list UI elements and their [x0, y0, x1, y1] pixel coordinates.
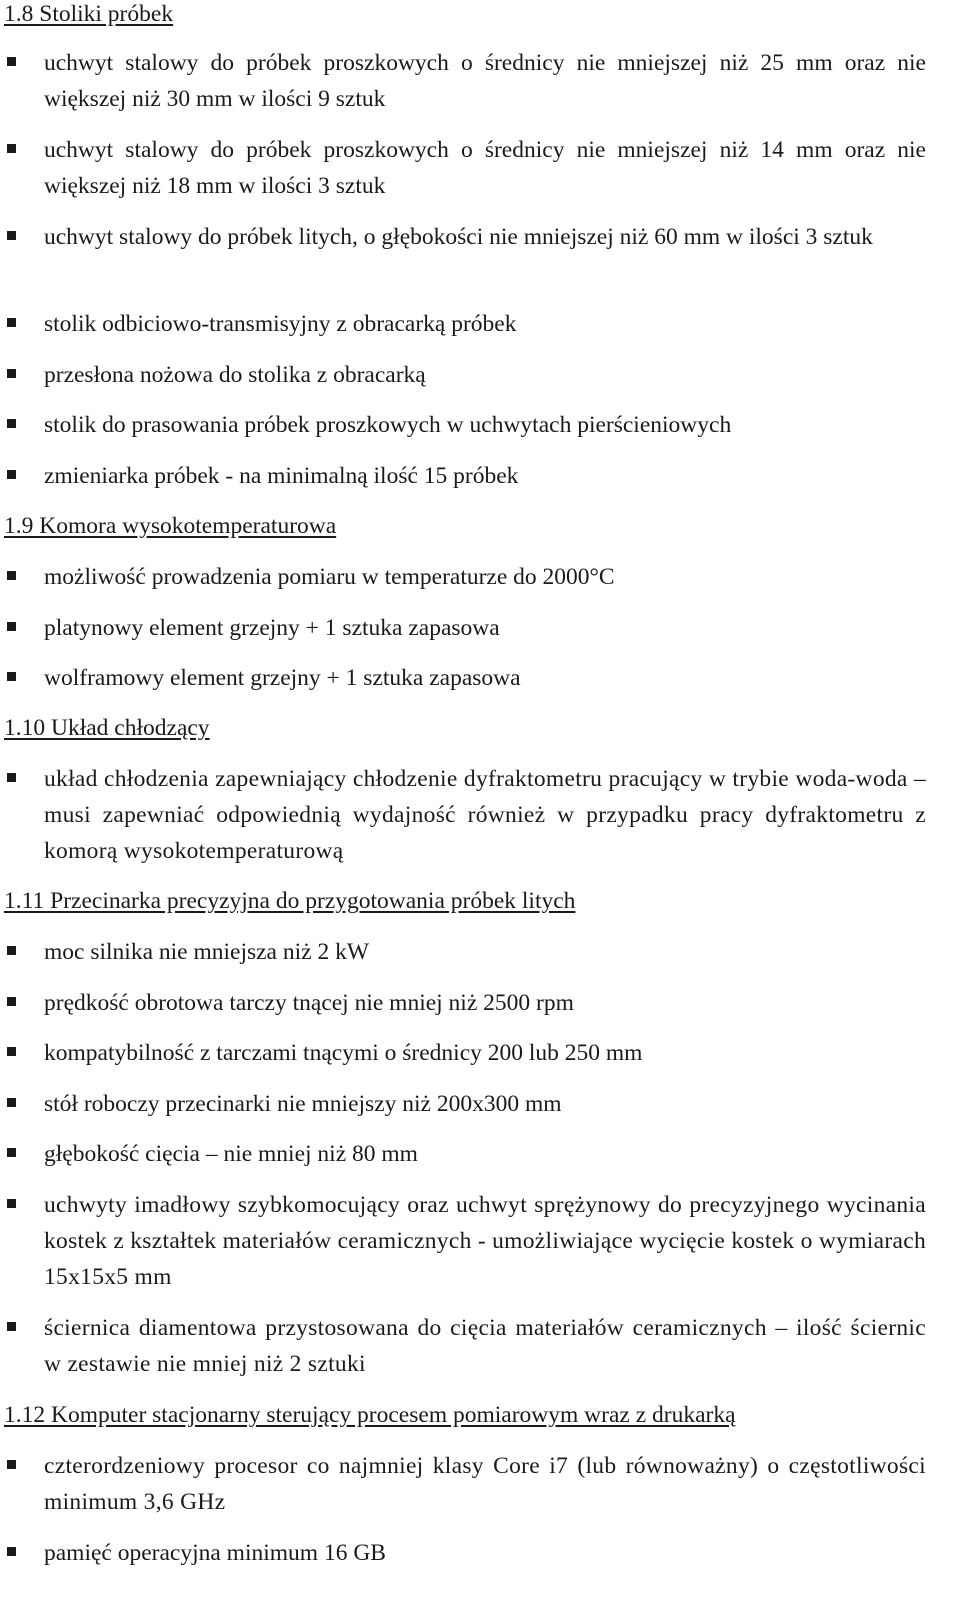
list-item: ściernica diamentowa przystosowana do cięcia materiałów ceramicznych – ilość ściernic w zestawie nie mniej niż 2 sztuki	[44, 1310, 926, 1382]
section-heading-1-11: 1.11 Przecinarka precyzyjna do przygotowania próbek litych	[4, 888, 576, 914]
list-item: stolik odbiciowo-transmisyjny z obracarką próbek	[44, 306, 926, 342]
list-item: czterordzeniowy procesor co najmniej klasy Core i7 (lub równoważny) o częstotliwości minimum 3,6 GHz	[44, 1448, 926, 1520]
square-bullet-icon	[7, 1098, 16, 1107]
square-bullet-icon	[7, 144, 16, 153]
list-item: stolik do prasowania próbek proszkowych w uchwytach pierścieniowych	[44, 407, 926, 443]
list-item: wolframowy element grzejny + 1 sztuka zapasowa	[44, 660, 926, 696]
list-item: układ chłodzenia zapewniający chłodzenie dyfraktometru pracujący w trybie woda-woda – musi zapewniać odpowiednią wydajność również w przypadku pracy dyfraktometru z komorą wysokotemperaturową	[44, 761, 926, 869]
square-bullet-icon	[7, 946, 16, 955]
square-bullet-icon	[7, 1547, 16, 1556]
list-item: przesłona nożowa do stolika z obracarką	[44, 357, 926, 393]
square-bullet-icon	[7, 773, 16, 782]
list-item: głębokość cięcia – nie mniej niż 80 mm	[44, 1136, 926, 1172]
square-bullet-icon	[7, 419, 16, 428]
square-bullet-icon	[7, 672, 16, 681]
list-item: uchwyt stalowy do próbek proszkowych o średnicy nie mniejszej niż 14 mm oraz nie większej niż 18 mm w ilości 3 sztuk	[44, 132, 926, 204]
section-heading-1-12: 1.12 Komputer stacjonarny sterujący procesem pomiarowym wraz z drukarką	[4, 1402, 736, 1428]
square-bullet-icon	[7, 318, 16, 327]
list-item: możliwość prowadzenia pomiaru w temperaturze do 2000°C	[44, 559, 926, 595]
square-bullet-icon	[7, 231, 16, 240]
square-bullet-icon	[7, 622, 16, 631]
section-heading-1-10: 1.10 Układ chłodzący	[4, 715, 210, 741]
list-item: uchwyty imadłowy szybkomocujący oraz uchwyt sprężynowy do precyzyjnego wycinania kostek z kształtek materiałów ceramicznych - umożliwiające wycięcie kostek o wymiarach 15x15x5 mm	[44, 1187, 926, 1295]
square-bullet-icon	[7, 1460, 16, 1469]
square-bullet-icon	[7, 57, 16, 66]
square-bullet-icon	[7, 997, 16, 1006]
square-bullet-icon	[7, 369, 16, 378]
list-item: kompatybilność z tarczami tnącymi o średnicy 200 lub 250 mm	[44, 1035, 926, 1071]
list-item: uchwyt stalowy do próbek proszkowych o średnicy nie mniejszej niż 25 mm oraz nie większej niż 30 mm w ilości 9 sztuk	[44, 45, 926, 117]
square-bullet-icon	[7, 1322, 16, 1331]
list-item: zmieniarka próbek - na minimalną ilość 15 próbek	[44, 458, 926, 494]
square-bullet-icon	[7, 470, 16, 479]
list-item: stół roboczy przecinarki nie mniejszy niż 200x300 mm	[44, 1086, 926, 1122]
section-heading-1-8: 1.8 Stoliki próbek	[4, 1, 174, 27]
square-bullet-icon	[7, 571, 16, 580]
list-item: prędkość obrotowa tarczy tnącej nie mniej niż 2500 rpm	[44, 985, 926, 1021]
list-item: uchwyt stalowy do próbek litych, o głębokości nie mniejszej niż 60 mm w ilości 3 sztuk	[44, 219, 926, 255]
square-bullet-icon	[7, 1148, 16, 1157]
section-heading-1-9: 1.9 Komora wysokotemperaturowa	[4, 513, 337, 539]
square-bullet-icon	[7, 1047, 16, 1056]
list-item: pamięć operacyjna minimum 16 GB	[44, 1535, 926, 1571]
list-item: platynowy element grzejny + 1 sztuka zapasowa	[44, 610, 926, 646]
list-item: moc silnika nie mniejsza niż 2 kW	[44, 934, 926, 970]
square-bullet-icon	[7, 1199, 16, 1208]
